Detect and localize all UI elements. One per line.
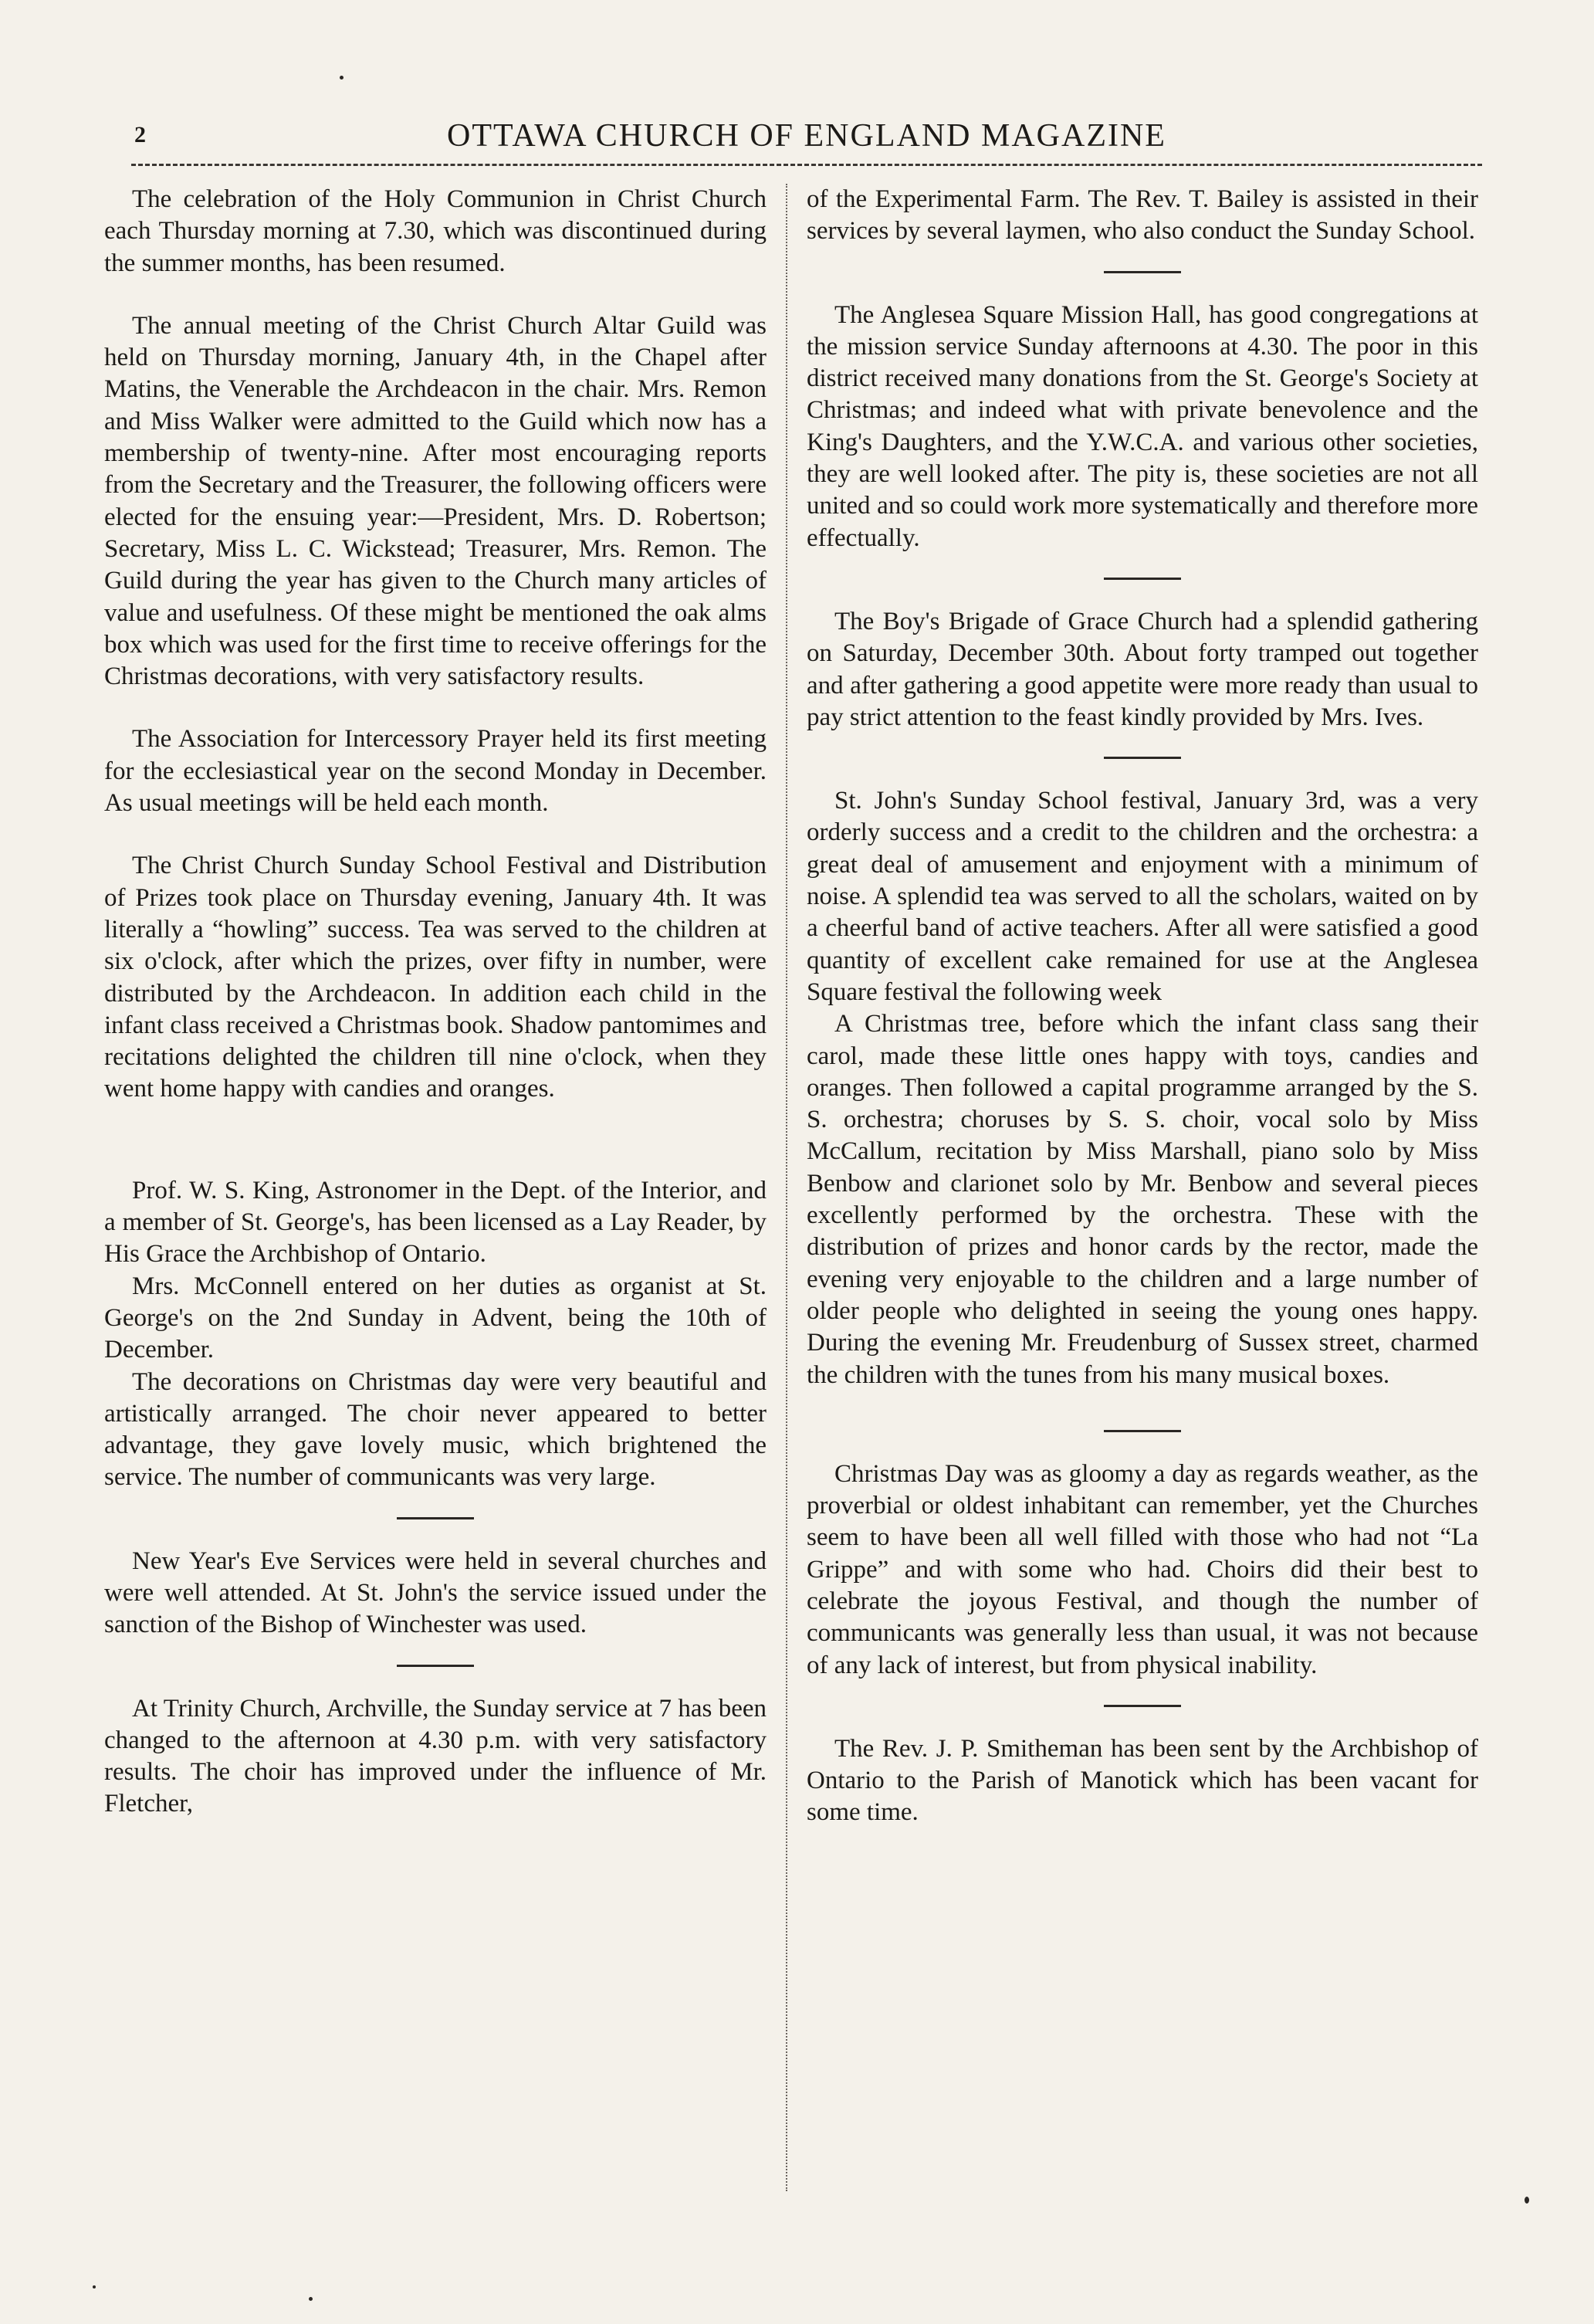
paragraph-altar-guild: The annual meeting of the Christ Church Altar Guild was held on Thursday morning, January 4th, in the Chapel after Matins, the Venerable the Archdeacon in the chair. Mrs. Remon and Miss Walker were admitted to the Guild which now has a membership of twenty-nine. After most encouraging reports from the Secretary and the Treasurer, the following officers were elected for the ensuing year:—President, Mrs. D. Robertson; Secretary, Miss L. C. Wickstead; Treasurer, Mrs. Remon. The Guild during the year has given to the Church many articles of value and usefulness. Of these might be mentioned the oak alms box which was used for the first time to receive offerings for the Christmas decorations, with very satisfactory results. [104, 311, 767, 691]
print-speck [309, 2297, 313, 2301]
paragraph-holy-communion: The celebration of the Holy Communion in Christ Church each Thursday morning at 7.30, which was discontinued during the summer months, has been resumed. [104, 185, 767, 277]
paragraph-lay-reader: Prof. W. S. King, Astronomer in the Dept. of the Interior, and a member of St. George's, has been licensed as a Lay Reader, by His Grace the Archbishop of Ontario. [104, 1176, 767, 1269]
paragraph-anglesea-mission: The Anglesea Square Mission Hall, has good congregations at the mission service Sunday afternoons at 4.30. The poor in this district received many donations from the St. George's Society at Christmas; and indeed what with private benevolence and the King's Daughters, and the Y.W.C.A. and various other societies, they are well looked after. The pity is, these societies are not all united and so could work more systematically and therefore more effectually. [807, 300, 1478, 552]
paragraph-boys-brigade: The Boy's Brigade of Grace Church had a splendid gathering on Saturday, December 30th. About forty tramped out together and after gathering a good appetite were more ready than usual to pay strict attention to the feast kindly provided by Mrs. Ives. [807, 607, 1478, 731]
paragraph-christmas-decorations: The decorations on Christmas day were very beautiful and artistically arranged. The choir never appeared to better advantage, they gave lovely music, which brightened the service. The number of communicants was very large. [104, 1367, 767, 1492]
paragraph-st-johns-festival: St. John's Sunday School festival, January 3rd, was a very orderly success and a credit to the children and the orchestra: a great deal of amusement and enjoyment with a minimum of noise. A splendid tea was served to all the scholars, waited on by a cheerful band of active teachers. After all were satisfied a good quantity of excellent cake remained for use at the Anglesea Square festival the following week [807, 787, 1478, 1006]
paragraph-trinity-church: At Trinity Church, Archville, the Sunday service at 7 has been changed to the afternoon at 4.30 p.m. with very satisfactory results. The choir has improved under the influence of Mr. Fletcher, [104, 1694, 767, 1818]
column-divider [786, 184, 787, 2191]
print-speck [93, 2285, 96, 2288]
section-separator [397, 1665, 474, 1667]
section-separator [1104, 1705, 1181, 1707]
section-separator [1104, 271, 1181, 273]
header-rule [131, 164, 1482, 166]
running-title: OTTAWA CHURCH OF ENGLAND MAGAZINE [447, 118, 1166, 154]
section-separator [1104, 757, 1181, 759]
paragraph-intercessory-prayer: The Association for Intercessory Prayer held its first meeting for the ecclesiastical year on the second Monday in December. As usual meetings will be held each month. [104, 725, 767, 818]
section-separator [1104, 1430, 1181, 1432]
paragraph-organist: Mrs. McConnell entered on her duties as organist at St. George's on the 2nd Sunday in Advent, being the 10th of December. [104, 1272, 767, 1364]
print-speck [340, 76, 344, 80]
right-column [807, 184, 1478, 2191]
print-speck [1525, 2197, 1529, 2204]
paragraph-christmas-tree: A Christmas tree, before which the infant class sang their carol, made these little ones happy with toys, candies and oranges. Then followed a capital programme arranged by the S. S. orchestra; choruses by S. S. choir, vocal solo by Miss McCallum, recitation by Miss Marshall, piano solo by Miss Benbow and clarionet solo by Mr. Benbow and several pieces excellently performed by the orchestra. These with the distribution of prizes and honor cards by the rector, made the evening very enjoyable to the children and a large number of older people who delighted in seeing the young ones happy. During the evening Mr. Freudenburg of Sussex street, charmed the children with the tunes from his many musical boxes. [807, 1010, 1478, 1389]
paragraph-new-years-eve: New Year's Eve Services were held in several churches and were well attended. At St. John's the service issued under the sanction of the Bishop of Winchester was used. [104, 1547, 767, 1639]
paragraph-christmas-day: Christmas Day was as gloomy a day as regards weather, as the proverbial or oldest inhabitant can remember, yet the Churches seem to have been all well filled with those who had not “La Grippe” and with some who had. Choirs did their best to celebrate the joyous Festival, and though the number of communicants was generally less than usual, it was not because of any lack of interest, but from physical inability. [807, 1459, 1478, 1679]
paragraph-experimental-farm: of the Experimental Farm. The Rev. T. Bailey is assisted in their services by several laymen, who also conduct the Sunday School. [807, 185, 1478, 246]
section-separator [397, 1517, 474, 1519]
page-header [116, 116, 1498, 178]
left-column [104, 184, 767, 2191]
page-number: 2 [134, 122, 146, 147]
paragraph-sunday-school-festival: The Christ Church Sunday School Festival and Distribution of Prizes took place on Thursday evening, January 4th. It was literally a “howling” success. Tea was served to the children at six o'clock, after which the prizes, over fifty in number, were distributed by the Archdeacon. In addition each child in the infant class received a Christmas book. Shadow pantomimes and recitations delighted the children till nine o'clock, when they went home happy with candies and oranges. [104, 852, 767, 1103]
paragraph-rev-smitheman: The Rev. J. P. Smitheman has been sent by the Archbishop of Ontario to the Parish of Manotick which has been vacant for some time. [807, 1734, 1478, 1827]
section-separator [1104, 578, 1181, 580]
